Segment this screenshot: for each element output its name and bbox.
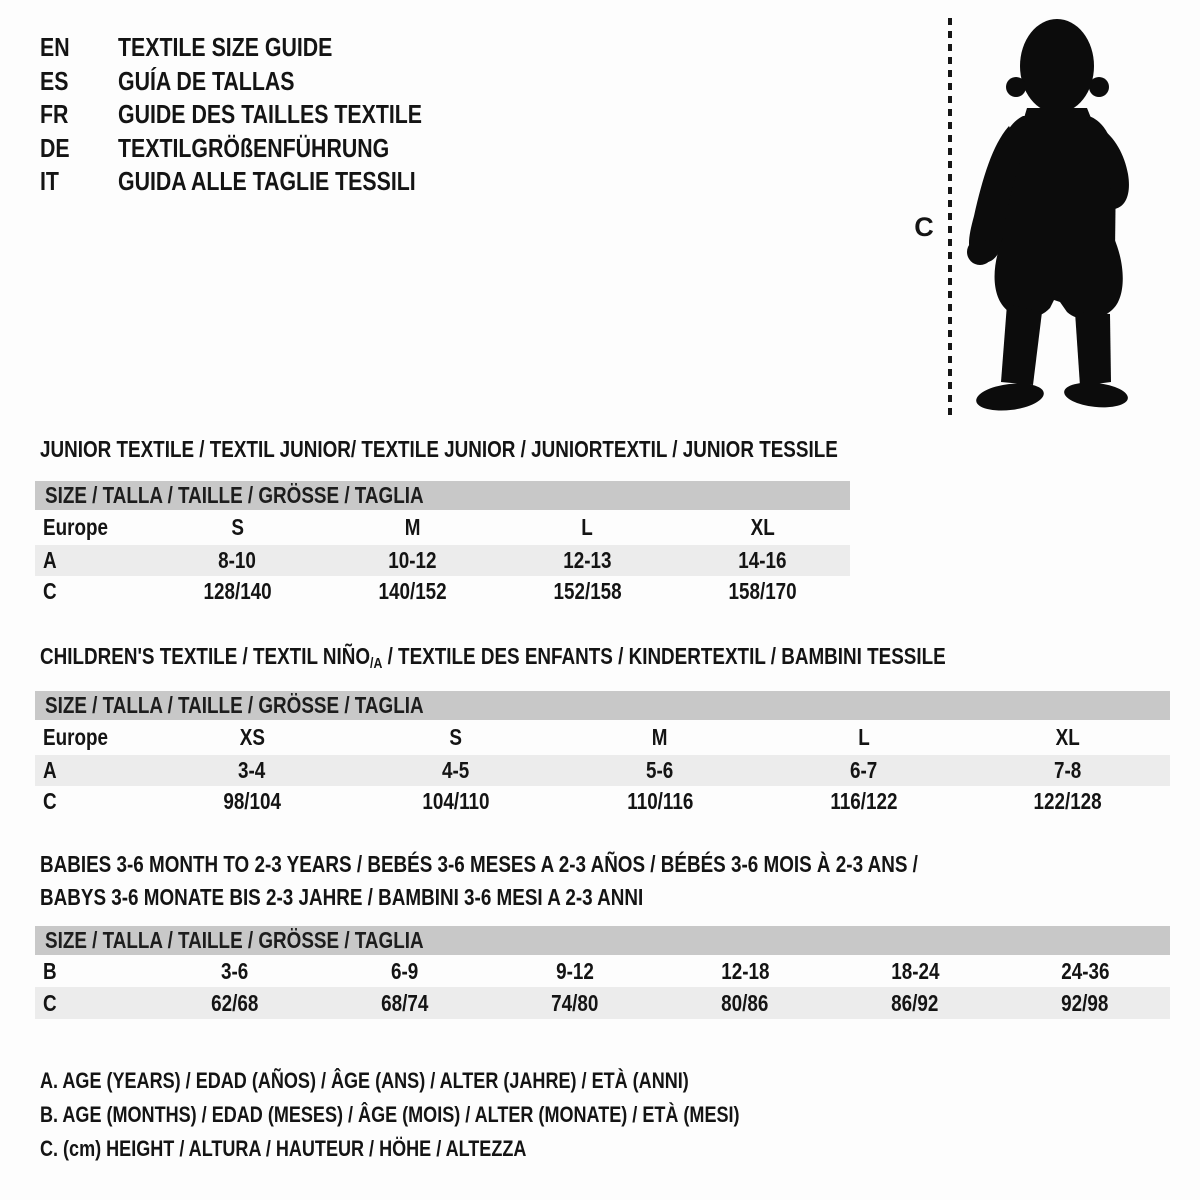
table-cell: 14-16 (738, 547, 787, 573)
babies-title-line1: BABIES 3-6 MONTH TO 2-3 YEARS / BEBÉS 3-6 MESES A 2-3 AÑOS / BÉBÉS 3-6 MOIS À 2-3 ANS / (40, 851, 918, 877)
guide-title-fr: GUIDE DES TAILLES TEXTILE (118, 99, 423, 130)
row-label-cell: C (43, 989, 57, 1016)
table-cell: 116/122 (830, 788, 898, 814)
lang-row-fr (40, 98, 489, 132)
table-row (35, 955, 1170, 987)
row-label-cell: C (43, 788, 57, 814)
table-cell: 74/80 (551, 989, 599, 1016)
table-row (35, 576, 850, 607)
lang-row-de (40, 132, 489, 166)
junior-size-table (35, 481, 850, 607)
table-cell: 80/86 (721, 989, 769, 1016)
lang-code: EN (40, 32, 70, 63)
children-title-prefix: CHILDREN'S TEXTILE / TEXTIL NIÑO (40, 643, 371, 669)
table-cell: 158/170 (728, 578, 797, 604)
table-cell: 7-8 (1054, 757, 1082, 783)
table-cell: 98/104 (223, 788, 281, 814)
table-row (35, 545, 850, 576)
table-row (35, 987, 1170, 1019)
lang-row-it (40, 165, 489, 199)
row-label-cell: B (43, 957, 57, 984)
children-title-suffix: / TEXTILE DES ENFANTS / KINDERTEXTIL / BAMBINI TESSILE (382, 643, 946, 669)
lang-code: IT (40, 166, 59, 197)
table-cell: 9-12 (556, 957, 594, 984)
children-size-table (35, 691, 1170, 817)
lang-row-es (40, 65, 489, 99)
table-cell: XL (1055, 724, 1081, 750)
table-cell: 122/128 (1033, 788, 1103, 814)
language-title-block (40, 31, 489, 199)
legend-line-c: C. (cm) HEIGHT / ALTURA / HAUTEUR / HÖHE / ALTEZZA (40, 1136, 527, 1161)
table-row (35, 720, 1170, 755)
table-cell: 4-5 (442, 757, 470, 783)
lang-code: FR (40, 99, 69, 130)
guide-title-en: TEXTILE SIZE GUIDE (118, 32, 333, 63)
measure-legend (40, 1064, 893, 1166)
table-row (35, 786, 1170, 817)
children-section-title (40, 643, 1145, 672)
table-cell: XS (239, 724, 265, 750)
table-row (35, 510, 850, 545)
table-cell: 6-9 (391, 957, 419, 984)
row-label-cell: Europe (43, 514, 108, 540)
table-cell: 12-13 (563, 547, 612, 573)
children-title-sub: /A (370, 655, 383, 672)
table-cell: 152/158 (553, 578, 622, 604)
table-cell: 24-36 (1060, 957, 1110, 984)
table-cell: 68/74 (381, 989, 429, 1016)
row-label-cell: C (43, 578, 57, 604)
legend-line-b: B. AGE (MONTHS) / EDAD (MESES) / ÂGE (MOIS) / ALTER (MONATE) / ETÀ (MESI) (40, 1102, 740, 1127)
table-cell: M (404, 514, 421, 540)
table-cell: 92/98 (1061, 989, 1109, 1016)
table-cell: 18-24 (890, 957, 940, 984)
table-cell: 12-18 (720, 957, 770, 984)
row-label-cell: A (43, 757, 57, 783)
row-label-cell: Europe (43, 724, 108, 750)
babies-size-table (35, 926, 1170, 1019)
table-cell: S (231, 514, 244, 540)
table-cell: 62/68 (211, 989, 259, 1016)
table-cell: 86/92 (891, 989, 939, 1016)
height-measure-dotted-line (948, 18, 952, 416)
lang-row-en (40, 31, 489, 65)
table-cell: 6-7 (850, 757, 878, 783)
guide-title-de: TEXTILGRÖßENFÜHRUNG (118, 132, 390, 163)
table-row (35, 755, 1170, 786)
table-cell: 110/116 (626, 788, 694, 814)
table-cell: 10-12 (388, 547, 437, 573)
size-header-bar: SIZE / TALLA / TAILLE / GRÖSSE / TAGLIA (35, 691, 1170, 720)
table-cell: M (652, 724, 668, 750)
guide-title-it: GUIDA ALLE TAGLIE TESSILI (118, 166, 416, 197)
size-header-bar: SIZE / TALLA / TAILLE / GRÖSSE / TAGLIA (35, 481, 850, 510)
legend-line-a: A. AGE (YEARS) / EDAD (AÑOS) / ÂGE (ANS) / ALTER (JAHRE) / ETÀ (ANNI) (40, 1068, 689, 1093)
row-label-cell: A (43, 547, 57, 573)
table-cell: 8-10 (218, 547, 257, 573)
table-cell: 3-6 (221, 957, 249, 984)
junior-section-title: JUNIOR TEXTILE / TEXTIL JUNIOR/ TEXTILE JUNIOR / JUNIORTEXTIL / JUNIOR TESSILE (40, 436, 838, 462)
lang-code: ES (40, 65, 69, 96)
table-cell: L (858, 724, 870, 750)
height-measure-label: C (914, 212, 934, 242)
lang-code: DE (40, 132, 70, 163)
babies-title-line2: BABYS 3-6 MONATE BIS 2-3 JAHRE / BAMBINI 3-6 MESI A 2-3 ANNI (40, 884, 644, 910)
table-cell: 128/140 (203, 578, 272, 604)
table-cell: 5-6 (646, 757, 674, 783)
table-cell: 3-4 (238, 757, 266, 783)
guide-title-es: GUÍA DE TALLAS (118, 65, 295, 96)
table-cell: S (449, 724, 463, 750)
size-header-bar: SIZE / TALLA / TAILLE / GRÖSSE / TAGLIA (35, 926, 1170, 955)
babies-section-title (40, 851, 1111, 917)
toddler-silhouette-icon (963, 16, 1137, 416)
table-cell: L (581, 514, 594, 540)
table-cell: 140/152 (378, 578, 447, 604)
table-cell: XL (750, 514, 775, 540)
table-cell: 104/110 (422, 788, 490, 814)
